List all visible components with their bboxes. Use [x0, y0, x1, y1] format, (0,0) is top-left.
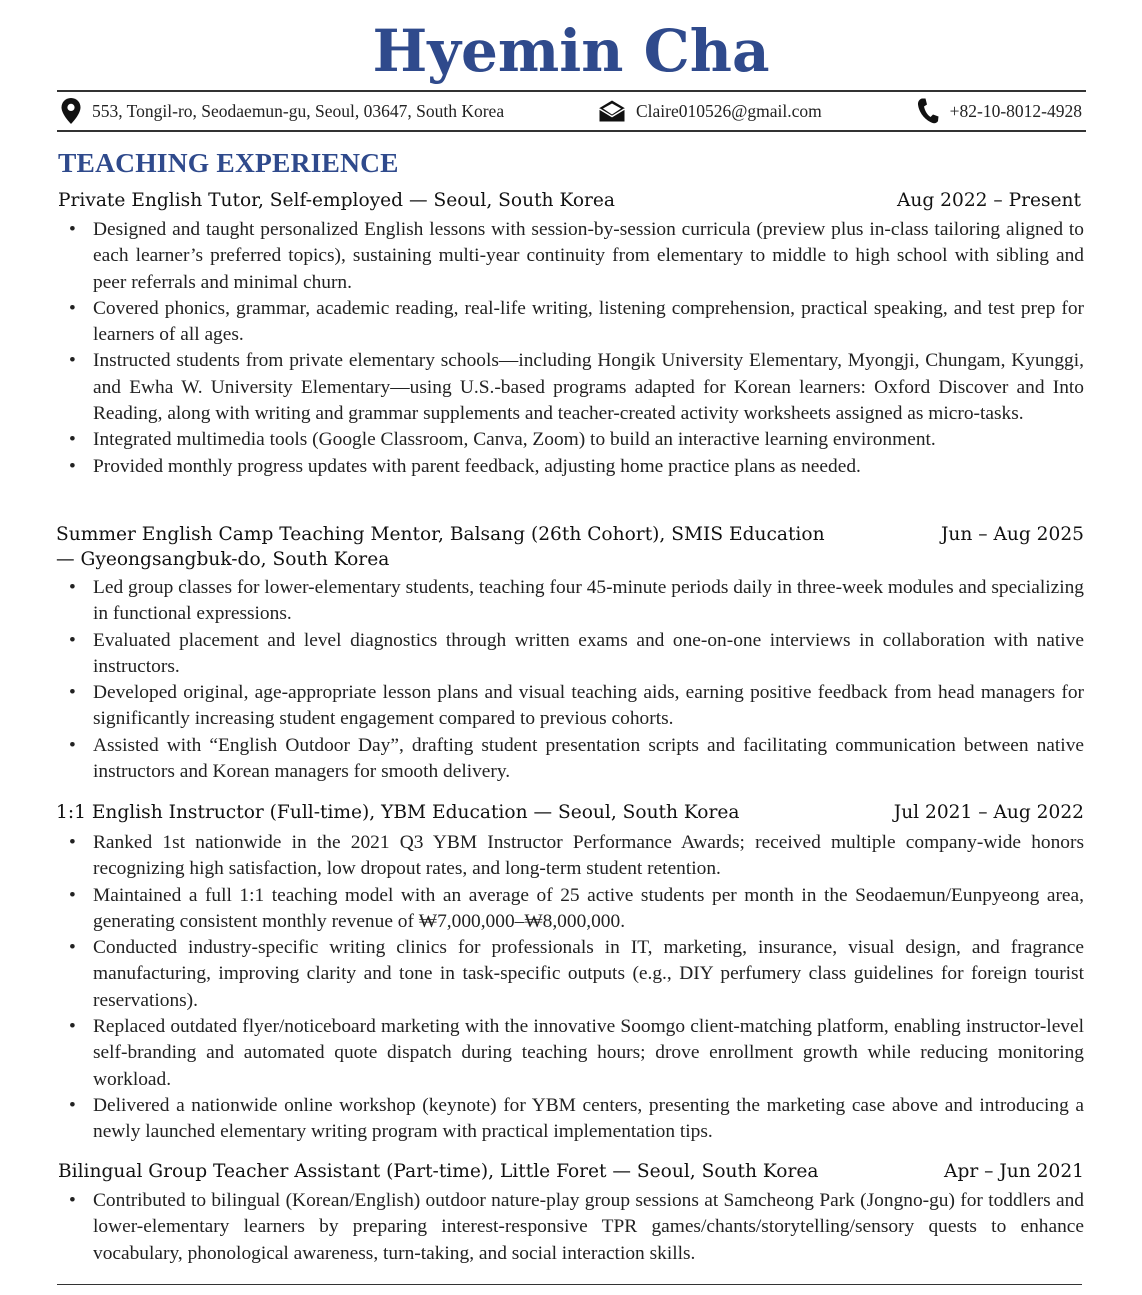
contact-email — [598, 99, 822, 123]
contact-address — [60, 97, 504, 125]
envelope-icon — [598, 99, 626, 123]
job-title: Summer English Camp Teaching Mentor, Balsang (26th Cohort), SMIS Education — [56, 524, 825, 545]
list-item: • Instructed students from private elementary schools—including Hongik University Elementary, Myongji, Chungam, Kyunggi, and Ewha W. University Elementary—using U.S.-based programs adapted for Korean learners: Oxford Discover and Into Reading, along with writing and grammar supplements and teacher-created activity worksheets assigned as micro-tasks. — [56, 348, 1084, 427]
list-item: • Conducted industry-specific writing clinics for professionals in IT, marketing, insurance, visual design, and fragrance manufacturing, improving clarity and tone in task-specific outputs (e.g., DIY perfumery class guidelines for foreign tourist reservations). — [56, 935, 1084, 1014]
header-bottom-divider — [57, 130, 1086, 132]
job-entry-little-foret-assistant — [56, 1159, 1084, 1267]
job-bullet-list — [56, 575, 1084, 785]
job-date: Aug 2022 – Present — [896, 190, 1081, 211]
contact-bar — [60, 96, 1082, 126]
list-item: • Replaced outdated flyer/noticeboard marketing with the innovative Soomgo client-matching platform, enabling instructor-level self-branding and automated quote dispatch during teaching hours; drove enrollment growth while reducing monitoring workload. — [56, 1014, 1084, 1093]
footer-divider — [57, 1284, 1082, 1285]
phone-text: +82-10-8012-4928 — [949, 100, 1082, 121]
job-header — [56, 1159, 1084, 1184]
list-item: • Maintained a full 1:1 teaching model with an average of 25 active students per month in the Seodaemun/Eunpyeong area, generating consistent monthly revenue of ₩7,000,000–₩8,000,000. — [56, 883, 1084, 936]
job-bullet-list — [56, 1188, 1084, 1267]
list-item: • Covered phonics, grammar, academic reading, real-life writing, listening comprehension, practical speaking, and test prep for learners of all ages. — [56, 296, 1084, 349]
job-title: 1:1 English Instructor (Full-time), YBM Education — Seoul, South Korea — [56, 802, 740, 823]
phone-icon — [916, 97, 940, 125]
list-item: • Designed and taught personalized English lessons with session-by-session curricula (preview plus in-class tailoring aligned to each learner’s preferred topics), sustaining multi-year continuity from elementary to middle to high school with sibling and peer referrals and minimal churn. — [56, 217, 1084, 296]
job-bullet-list — [56, 830, 1084, 1146]
list-item: • Ranked 1st nationwide in the 2021 Q3 YBM Instructor Performance Awards; received multiple company-wide honors recognizing high satisfaction, low dropout rates, and long-term student retention. — [56, 830, 1084, 883]
job-date: Apr – Jun 2021 — [944, 1161, 1084, 1182]
job-entry-summer-camp-mentor — [56, 522, 1084, 785]
contact-phone — [916, 97, 1082, 125]
map-pin-icon — [60, 97, 82, 125]
list-item: • Integrated multimedia tools (Google Classroom, Canva, Zoom) to build an interactive learning environment. — [56, 427, 1084, 453]
list-item: • Contributed to bilingual (Korean/English) outdoor nature-play group sessions at Samcheong Park (Jongno-gu) for toddlers and lower-elementary learners by preparing interest-responsive TPR games/chants/storytelling/sensory quests to enhance vocabulary, phonological awareness, turn-taking, and social interaction skills. — [56, 1188, 1084, 1267]
email-link[interactable]: Claire010526@gmail.com — [636, 100, 822, 121]
list-item: • Delivered a nationwide online workshop (keynote) for YBM centers, presenting the marketing case above and introducing a newly launched elementary writing program with practical implementation tips. — [56, 1093, 1084, 1146]
candidate-name: Hyemin Cha — [372, 17, 770, 85]
section-title-teaching-experience: TEACHING EXPERIENCE — [58, 147, 399, 178]
address-text: 553, Tongil-ro, Seodaemun-gu, Seoul, 03647, South Korea — [92, 100, 505, 121]
job-header — [56, 188, 1084, 213]
job-entry-ybm-instructor — [56, 800, 1084, 1146]
job-date: Jul 2021 – Aug 2022 — [893, 802, 1084, 823]
job-header — [56, 800, 1084, 825]
header-top-divider — [57, 90, 1086, 92]
list-item: • Led group classes for lower-elementary students, teaching four 45-minute periods daily in three-week modules and specializing in functional expressions. — [56, 575, 1084, 628]
job-entry-private-tutor — [56, 188, 1084, 480]
job-title: Private English Tutor, Self-employed — Seoul, South Korea — [58, 190, 616, 211]
job-header — [56, 522, 1084, 572]
list-item: • Developed original, age-appropriate lesson plans and visual teaching aids, earning positive feedback from head managers for significantly increasing student engagement compared to previous cohorts. — [56, 680, 1084, 733]
job-date: Jun – Aug 2025 — [940, 524, 1084, 545]
job-title-line2: — Gyeongsangbuk-do, South Korea — [56, 549, 390, 570]
list-item: • Assisted with “English Outdoor Day”, drafting student presentation scripts and facilitating communication between native instructors and Korean managers for smooth delivery. — [56, 733, 1084, 786]
list-item: • Provided monthly progress updates with parent feedback, adjusting home practice plans as needed. — [56, 454, 1084, 480]
job-bullet-list — [56, 217, 1084, 480]
job-title: Bilingual Group Teacher Assistant (Part-time), Little Foret — Seoul, South Korea — [58, 1161, 819, 1182]
list-item: • Evaluated placement and level diagnostics through written exams and one-on-one interviews in collaboration with native instructors. — [56, 628, 1084, 681]
